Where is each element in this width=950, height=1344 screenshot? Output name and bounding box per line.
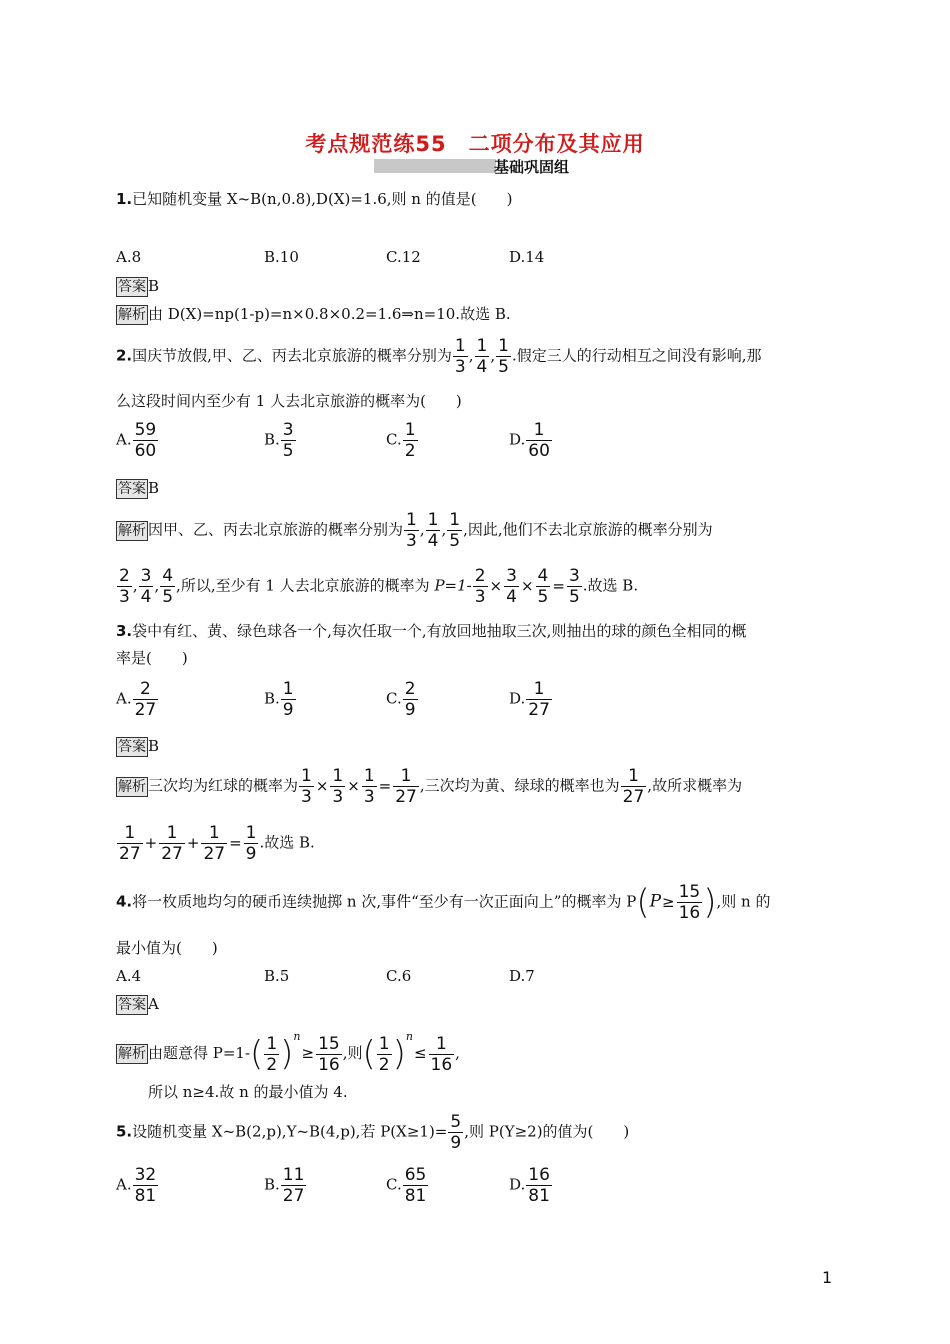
fraction: $\frac{1}{3}$ [363, 766, 375, 807]
q4-analysis-line1: 解析 由题意得 P=1-( $\frac{1}{2}$ )$^n$≥ $\frac{15}{16}$ ,则( $\frac{1}{2}$ )$^n$≤ $\frac{1}{16}$ , [118, 1030, 460, 1075]
q3-option-d: D. $\frac{1}{27}$ [509, 679, 550, 720]
q2-stem-a: 国庆节放假,甲、乙、丙去北京旅游的概率分别为 [132, 346, 452, 365]
fraction: $\frac{3}{4}$ [140, 566, 152, 607]
q2-stem-line1: 2.国庆节放假,甲、乙、丙去北京旅游的概率分别为 $\frac{1}{3}$ , $\frac{1}{4}$ , $\frac{1}{5}$ .假定三人的行动相互之间没有影响,那 [116, 336, 762, 377]
q1-stem-text: 已知随机变量 X~B(n,0.8),D(X)=1.6,则 n 的值是( ) [132, 190, 513, 208]
q3-stem-line2: 率是( ) [116, 649, 188, 667]
q5-option-b: B. $\frac{11}{27}$ [264, 1165, 305, 1206]
fraction: $\frac{1}{27}$ [622, 766, 645, 807]
q3-number: 3. [116, 622, 133, 640]
q2-analysis-line1: 解析 因甲、乙、丙去北京旅游的概率分别为 $\frac{1}{3}$ , $\frac{1}{4}$ , $\frac{1}{5}$ ,因此,他们不去北京旅游的概率分别为 [118, 510, 713, 551]
q2-analysis-line2: $\frac{2}{3}$ , $\frac{3}{4}$ , $\frac{4}{5}$ ,所以,至少有 1 人去北京旅游的概率为 P=1- $\frac{2}{3}$ × $\frac{3}{4}$ × $\frac{4}{5}$ = $\frac{3}{5}$ .故选 B. [119, 566, 639, 607]
fraction: $\frac{1}{27}$ [161, 823, 183, 864]
q4-option-b: B.5 [264, 967, 290, 985]
fraction: $\frac{3}{5}$ [568, 566, 580, 607]
q4-option-c: C.6 [386, 967, 412, 985]
fraction: $\frac{1}{16}$ [430, 1033, 453, 1075]
fraction: $\frac{1}{3}$ [406, 510, 417, 551]
fraction: $\frac{1}{27}$ [119, 823, 141, 864]
fraction: $\frac{1}{2}$ [378, 1033, 390, 1075]
analysis-tag: 解析 [118, 307, 146, 323]
q1-analysis-text: 由 D(X)=np(1-p)=n×0.8×0.2=1.6⇒n=10.故选 B. [148, 305, 511, 323]
q3-analysis-line2: $\frac{1}{27}$ + $\frac{1}{27}$ + $\frac{1}{27}$ = $\frac{1}{9}$ .故选 B. [119, 823, 315, 864]
subtitle-bar [374, 159, 496, 173]
q2-answer-value: B [148, 479, 160, 497]
q3-option-a: A. $\frac{2}{27}$ [116, 679, 157, 720]
q1-option-a: A.8 [116, 248, 142, 266]
q3-stem-line1: 3.袋中有红、黄、绿色球各一个,每次任取一个,有放回地抽取三次,则抽出的球的颜色全相同的概 [116, 622, 747, 640]
analysis-tag: 解析 [118, 522, 146, 539]
q1-option-d: D.14 [509, 248, 545, 266]
q3-option-c: C. $\frac{2}{9}$ [386, 679, 416, 720]
q4-option-a: A.4 [116, 967, 142, 985]
q5-option-c: C. $\frac{65}{81}$ [386, 1165, 427, 1206]
fraction: $\frac{4}{5}$ [537, 566, 549, 607]
fraction: $\frac{15}{16}$ [318, 1033, 340, 1075]
fraction: $\frac{1}{2}$ [266, 1033, 278, 1075]
q3-analysis-line1: 解析 三次均为红球的概率为 $\frac{1}{3}$ × $\frac{1}{3}$ × $\frac{1}{3}$ = $\frac{1}{27}$ ,三次均为黄、绿球的概率也为 $\frac{1}{27}$ ,故所求概率为 [118, 766, 743, 807]
q2-number: 2. [116, 346, 133, 365]
q2-stem-line2: 么这段时间内至少有 1 人去北京旅游的概率为( ) [116, 392, 462, 410]
page-title: 考点规范练55 二项分布及其应用 [305, 132, 645, 156]
fraction: $\frac{1}{5}$ [498, 336, 509, 377]
q4-analysis-line2: 所以 n≥4.故 n 的最小值为 4. [148, 1083, 348, 1101]
fraction: $\frac{1}{27}$ [203, 823, 226, 864]
page-number: 1 [822, 1268, 833, 1287]
q2-option-a: A. $\frac{59}{60}$ [116, 420, 157, 461]
section-subtitle: 基础巩固组 [494, 158, 570, 176]
analysis-tag: 解析 [118, 1046, 146, 1062]
answer-tag: 答案 [118, 739, 146, 755]
q2-stem-b: .假定三人的行动相互之间没有影响,那 [511, 346, 762, 365]
fraction: $\frac{2}{3}$ [119, 566, 130, 607]
fraction: $\frac{1}{4}$ [476, 336, 488, 377]
fraction: $\frac{1}{27}$ [395, 766, 417, 807]
fraction: $\frac{15}{16}$ [678, 882, 701, 923]
q1-option-b: B.10 [264, 248, 299, 266]
q4-answer-value: A [148, 995, 159, 1013]
q1-number: 1. [116, 190, 133, 208]
answer-tag: 答案 [118, 997, 146, 1013]
q2-option-c: C. $\frac{1}{2}$ [386, 420, 416, 461]
q2-option-b: B. $\frac{3}{5}$ [264, 420, 294, 461]
q5-option-a: A. $\frac{32}{81}$ [116, 1165, 157, 1206]
q4-answer [116, 993, 159, 1015]
q4-option-d: D.7 [509, 967, 535, 985]
fraction: $\frac{4}{5}$ [162, 566, 174, 607]
q2-answer [116, 477, 159, 499]
fraction: $\frac{1}{5}$ [449, 510, 461, 551]
q3-answer-value: B [148, 737, 160, 755]
fraction: $\frac{1}{4}$ [427, 510, 439, 551]
q1-stem [116, 188, 512, 210]
q1-option-c: C.12 [386, 248, 421, 266]
q4-stem-line1: 4.将一枚质地均匀的硬币连续抛掷 n 次,事件“至少有一次正面向上”的概率为 P(P≥ $\frac{15}{16}$ ),则 n 的 [116, 882, 771, 923]
q4-stem-line2: 最小值为( ) [116, 939, 218, 957]
q5-option-d: D. $\frac{16}{81}$ [509, 1165, 550, 1206]
q4-number: 4. [116, 892, 133, 911]
fraction: $\frac{1}{3}$ [332, 766, 344, 807]
q1-analysis [116, 303, 511, 325]
answer-tag: 答案 [118, 279, 146, 295]
analysis-tag: 解析 [118, 778, 146, 795]
fraction: $\frac{1}{9}$ [245, 823, 257, 864]
q1-answer-value: B [148, 277, 160, 295]
fraction: $\frac{1}{3}$ [454, 336, 466, 377]
fraction: $\frac{1}{3}$ [301, 766, 312, 807]
fraction: $\frac{5}{9}$ [450, 1112, 462, 1153]
answer-tag: 答案 [118, 481, 146, 497]
q3-option-b: B. $\frac{1}{9}$ [264, 679, 294, 720]
fraction: $\frac{2}{3}$ [474, 566, 486, 607]
q5-stem: 5.设随机变量 X~B(2,p),Y~B(4,p),若 P(X≥1)= $\frac{5}{9}$ ,则 P(Y≥2)的值为( ) [116, 1112, 630, 1153]
fraction: $\frac{3}{4}$ [506, 566, 517, 607]
q5-number: 5. [116, 1122, 133, 1141]
q3-answer [116, 735, 159, 757]
q2-option-d: D. $\frac{1}{60}$ [509, 420, 550, 461]
q1-answer [116, 275, 159, 297]
